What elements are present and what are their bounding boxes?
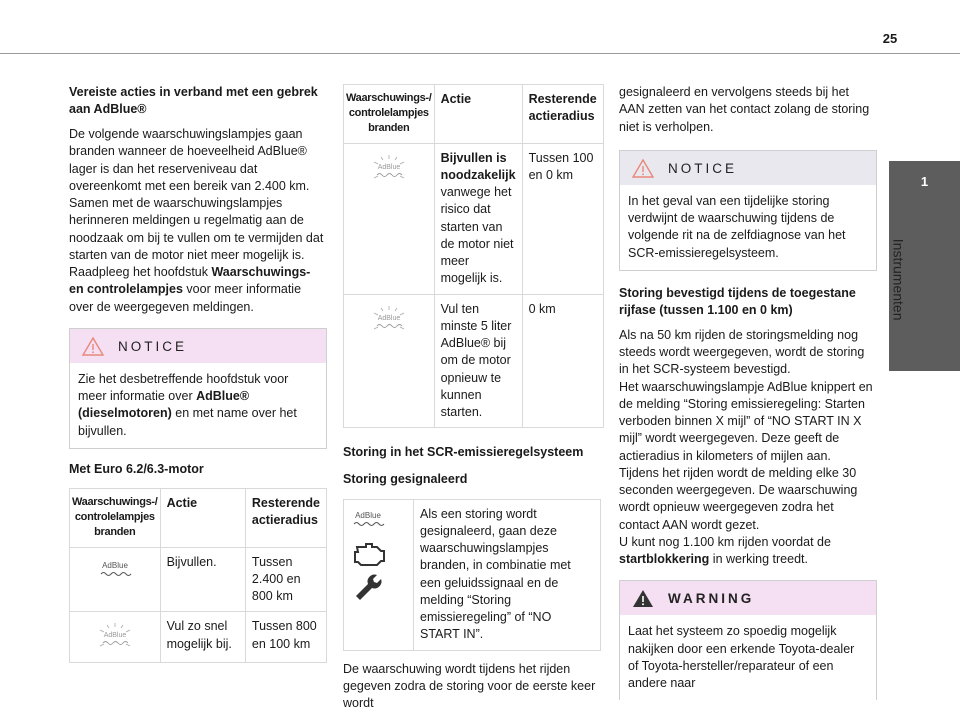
page-number: 25 — [882, 31, 898, 46]
table-heading: Met Euro 6.2/6.3-motor — [69, 461, 204, 476]
svg-text:AdBlue: AdBlue — [101, 560, 128, 570]
table-row — [344, 143, 604, 294]
svg-text:AdBlue: AdBlue — [103, 632, 127, 640]
table-row — [344, 499, 601, 650]
notice-header — [620, 151, 876, 185]
table-row — [70, 612, 327, 662]
table-header: Actie — [160, 489, 245, 548]
svg-text:AdBlue: AdBlue — [377, 314, 401, 322]
warning-table-continued — [343, 84, 604, 428]
storing-table — [343, 499, 601, 651]
table-header: Actie — [434, 85, 522, 144]
action-cell: Bijvullen. — [160, 547, 245, 612]
table-row — [344, 294, 604, 428]
warning-box — [619, 580, 877, 700]
paragraph: gesignaleerd en vervolgens steeds bij het AAN zetten van het contact zolang de storing niet is verholpen. — [619, 85, 870, 134]
paragraph: De volgende waarschuwingslampjes gaan branden wanneer de hoeveelheid AdBlue® lager is dan het reserveniveau dat overeenkomt met een bereik van 2.400 km. — [69, 127, 310, 193]
adblue-flashing-icon — [369, 154, 409, 182]
warning-header — [620, 581, 876, 615]
action-cell: Bijvullen is noodzakelijk vanwege het risico dat starten van de motor niet meer mogelijk is. — [434, 143, 522, 294]
svg-text:AdBlue: AdBlue — [377, 163, 401, 171]
action-cell: Vul ten minste 5 liter AdBlue® bij om de motor opnieuw te kunnen starten. — [434, 294, 522, 428]
table-header: Waarschuwings-/ controlelampjes branden — [344, 85, 435, 144]
warning-text: Laat het systeem zo spoedig mogelijk nakijken door een erkende Toyota-dealer of Toyota-hersteller/reparateur of een andere naar — [628, 624, 855, 690]
column-1 — [69, 84, 327, 663]
adblue-icon — [95, 558, 135, 580]
svg-text:AdBlue: AdBlue — [355, 510, 381, 520]
notice-title: NOTICE — [668, 160, 738, 176]
paragraph: Als na 50 km rijden de storingsmelding nog steeds wordt weergegeven, wordt de storing in het SCR-systeem bevestigd. — [619, 327, 865, 377]
table-row — [70, 547, 327, 612]
paragraph: Samen met de waarschuwingslampjes herinneren meldingen u regelmatig aan de noodzaak om bij te vullen om te vermijden dat starten van de motor niet meer mogelijk is. Raadpleeg het hoofdstuk Waarschuwings- en controlelampjes voor meer informatie over de weergegeven meldingen. — [69, 196, 324, 314]
paragraph: Het waarschuwingslampje AdBlue knippert en de melding “Storing emissieregeling: Starten verboden binnen X mijl” of “NO START IN X mijl” wordt weergegeven. Deze geeft de actieradius in kilometers of mijlen aan. — [619, 379, 873, 463]
warning-triangle-icon — [82, 337, 104, 356]
top-rule — [0, 53, 960, 54]
section-heading: Storing bevestigd tijdens de toegestane rijfase (tussen 1.100 en 0 km) — [619, 285, 856, 317]
adblue-flashing-icon — [369, 305, 409, 333]
adblue-flashing-icon — [95, 622, 135, 650]
range-cell: Tussen 800 en 100 km — [245, 612, 326, 662]
chapter-label — [889, 210, 911, 350]
sub-heading: Storing gesignaleerd — [343, 472, 468, 487]
storing-text: Als een storing wordt gesignaleerd, gaan deze waarschuwingslampjes branden, in combinatie met een geluidssignaal en de melding “Storing emissieregeling” of “NO START IN”. — [414, 499, 601, 650]
engine-icon — [348, 539, 388, 569]
action-cell: Vul zo snel mogelijk bij. — [160, 612, 245, 662]
warning-title: WARNING — [668, 591, 755, 607]
section-heading: Storing in het SCR-emissieregelsysteem — [343, 445, 584, 460]
notice-box — [69, 328, 327, 449]
notice-text: In het geval van een tijdelijke storing verdwijnt de waarschuwing tijdens de volgende rit na de zelfdiagnose van het SCR-emissieregelsysteem. — [628, 193, 846, 260]
paragraph: De waarschuwing wordt tijdens het rijden gegeven zodra de storing voor de eerste keer wordt — [343, 661, 596, 711]
warning-triangle-icon — [632, 159, 654, 178]
range-cell: 0 km — [522, 294, 603, 428]
notice-text: Zie het desbetreffende hoofdstuk voor meer informatie over AdBlue® (dieselmotoren) en met name over het bijvullen. — [78, 371, 297, 438]
column-3 — [619, 84, 877, 712]
paragraph: U kunt nog 1.100 km rijden voordat de startblokkering in werking treedt. — [619, 534, 831, 566]
wrench-icon — [348, 573, 388, 603]
range-cell: Tussen 100 en 0 km — [522, 143, 603, 294]
chapter-label-text: Instrumenten — [890, 238, 907, 321]
table-header: Waarschuwings-/ controlelampjes branden — [70, 489, 161, 548]
chapter-number: 1 — [920, 174, 929, 189]
range-cell: Tussen 2.400 en 800 km — [245, 547, 326, 612]
paragraph: Tijdens het rijden wordt de melding elke 30 seconden weergegeven. De waarschuwing wordt opnieuw weergegeven zodra het contact AAN wordt gezet. — [619, 465, 858, 532]
table-header: Resterende actieradius — [522, 85, 603, 144]
section-heading: Vereiste acties in verband met een gebrek aan AdBlue® — [69, 85, 318, 116]
warning-table — [69, 488, 327, 663]
column-2 — [343, 84, 601, 712]
notice-header — [70, 329, 326, 363]
adblue-icon — [348, 508, 388, 530]
table-header: Resterende actieradius — [245, 489, 326, 548]
warning-triangle-icon — [632, 589, 654, 608]
notice-box — [619, 150, 877, 271]
notice-title: NOTICE — [118, 338, 188, 354]
